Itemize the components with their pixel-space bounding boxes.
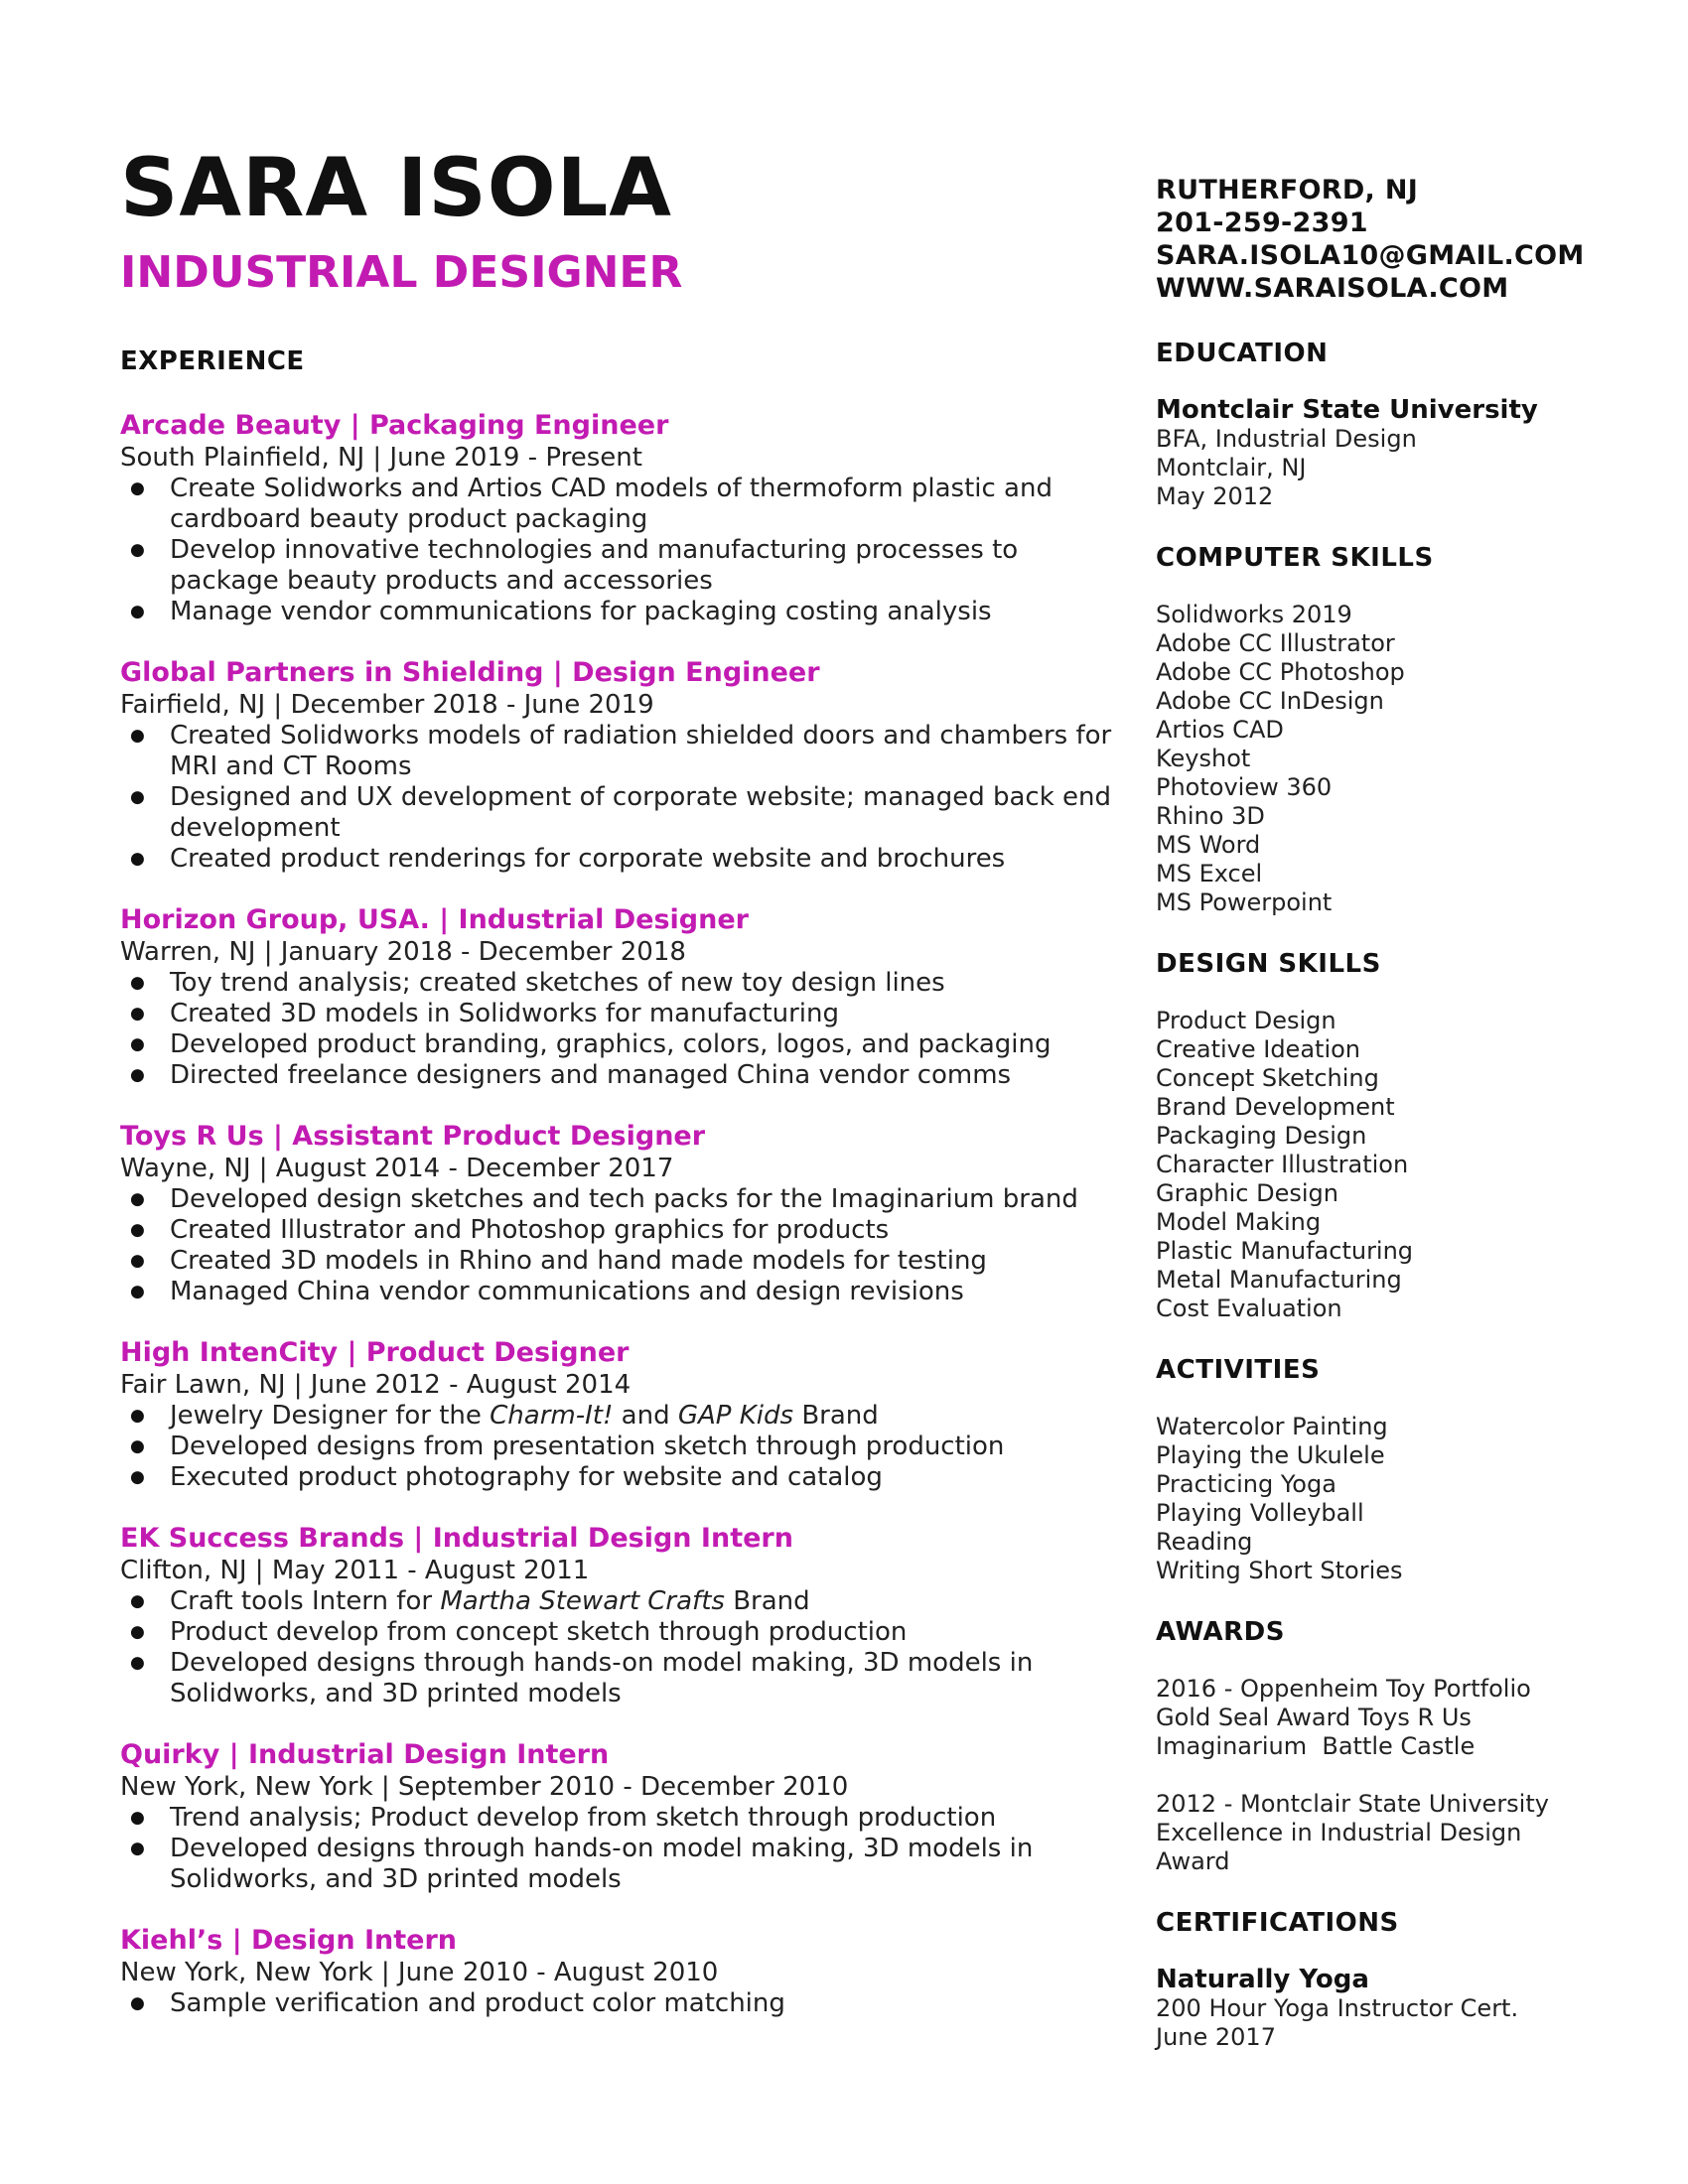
job-bullet: ● Manage vendor communications for packaging costing analysis [170, 597, 1113, 627]
graduation-date: May 2012 [1156, 482, 1274, 510]
bullet-text: Brand [724, 1586, 810, 1617]
job-bullets [120, 1988, 1113, 2019]
list-item: Writing Short Stories [1156, 1557, 1403, 1584]
certifications-block [1156, 1966, 1632, 2052]
list-item: MS Excel [1156, 860, 1263, 887]
list-item: Graphic Design [1156, 1179, 1338, 1207]
job-bullet: ● Developed product branding, graphics, colors, logos, and packaging [170, 1029, 1113, 1060]
job-title: Arcade Beauty | Packaging Engineer [120, 410, 669, 442]
list-item: Watercolor Painting [1156, 1413, 1388, 1440]
job-meta: Warren, NJ | January 2018 - December 2018 [120, 937, 686, 968]
list-item: Rhino 3D [1156, 802, 1265, 830]
job-bullets [120, 1586, 1113, 1709]
job-bullet [170, 1401, 1113, 1432]
job-title: Quirky | Industrial Design Intern [120, 1739, 610, 1771]
job-bullet: ● Developed designs through hands-on model making, 3D models in Solidworks, and 3D printed models [170, 1834, 1113, 1895]
award-entry [1156, 1790, 1632, 1876]
list-item: Metal Manufacturing [1156, 1266, 1402, 1294]
job-bullet: ● Created 3D models in Rhino and hand made models for testing [170, 1246, 1113, 1277]
awards-list [1156, 1675, 1632, 1876]
candidate-name: SARA ISOLA [120, 142, 672, 235]
bullet-text: Brand [793, 1401, 879, 1432]
job-bullet: ● Created Illustrator and Photoshop graphics for products [170, 1215, 1113, 1246]
list-item: Playing Volleyball [1156, 1499, 1364, 1527]
list-item: Creative Ideation [1156, 1035, 1361, 1063]
job-meta: Fairfield, NJ | December 2018 - June 2019 [120, 690, 654, 721]
job-entry [120, 1523, 1113, 1709]
award-line: Imaginarium Battle Castle [1156, 1732, 1476, 1760]
list-item: Playing the Ukulele [1156, 1441, 1385, 1469]
job-meta: Fair Lawn, NJ | June 2012 - August 2014 [120, 1370, 632, 1401]
job-title: EK Success Brands | Industrial Design Intern [120, 1523, 793, 1555]
list-item: Adobe CC Illustrator [1156, 629, 1395, 657]
list-item: MS Word [1156, 831, 1261, 859]
certifications-heading: CERTIFICATIONS [1156, 1908, 1399, 1938]
job-title: High IntenCity | Product Designer [120, 1337, 630, 1369]
job-meta: New York, New York | September 2010 - December 2010 [120, 1772, 849, 1803]
bullet-text: Craft tools Intern for [170, 1586, 441, 1617]
job-entry [120, 1739, 1113, 1895]
job-meta: South Plainfield, NJ | June 2019 - Present [120, 443, 642, 474]
school-location: Montclair, NJ [1156, 454, 1307, 481]
left-column [120, 142, 1113, 2049]
brand-name: Martha Stewart Crafts [440, 1586, 725, 1617]
contact-phone: 201-259-2391 [1156, 207, 1368, 238]
job-meta: Clifton, NJ | May 2011 - August 2011 [120, 1556, 590, 1586]
job-bullets [120, 721, 1113, 875]
certification-org: Naturally Yoga [1156, 1965, 1369, 1994]
list-item: Product Design [1156, 1007, 1336, 1034]
activities-list [1156, 1413, 1632, 1585]
contact-block [1156, 174, 1632, 305]
job-bullets [120, 1401, 1113, 1493]
job-bullet: ● Developed designs from presentation sketch through production [170, 1432, 1113, 1462]
experience-heading: EXPERIENCE [120, 346, 305, 377]
list-item: Practicing Yoga [1156, 1470, 1336, 1498]
job-bullet: ● Executed product photography for website and catalog [170, 1462, 1113, 1493]
job-bullets [120, 968, 1113, 1091]
education-block [1156, 396, 1632, 511]
job-entry [120, 657, 1113, 875]
job-meta: Wayne, NJ | August 2014 - December 2017 [120, 1154, 674, 1184]
list-item: Character Illustration [1156, 1151, 1409, 1178]
education-heading: EDUCATION [1156, 339, 1329, 368]
job-bullet: ● Created Solidworks models of radiation shielded doors and chambers for MRI and CT Rooms [170, 721, 1113, 782]
contact-location: RUTHERFORD, NJ [1156, 175, 1419, 205]
bullet-text: and [613, 1401, 678, 1432]
job-bullet: ● Sample verification and product color matching [170, 1988, 1113, 2019]
job-bullet: ● Develop innovative technologies and manufacturing processes to package beauty products and accessories [170, 535, 1113, 597]
computer-skills-list [1156, 601, 1632, 917]
job-entry [120, 410, 1113, 627]
degree: BFA, Industrial Design [1156, 425, 1417, 453]
certification-date: June 2017 [1156, 2023, 1276, 2051]
job-bullets [120, 1803, 1113, 1895]
job-bullets [120, 1184, 1113, 1307]
job-bullets [120, 474, 1113, 627]
award-entry [1156, 1675, 1632, 1761]
list-item: Model Making [1156, 1208, 1322, 1236]
job-bullet: ● Designed and UX development of corporate website; managed back end development [170, 782, 1113, 844]
list-item: Cost Evaluation [1156, 1295, 1342, 1322]
list-item: MS Powerpoint [1156, 888, 1333, 916]
computer-skills-heading: COMPUTER SKILLS [1156, 543, 1434, 573]
contact-email: SARA.ISOLA10@GMAIL.COM [1156, 240, 1585, 271]
job-bullet: ● Created product renderings for corporate website and brochures [170, 844, 1113, 875]
school-name: Montclair State University [1156, 395, 1538, 425]
job-bullet [170, 1586, 1113, 1617]
list-item: Adobe CC InDesign [1156, 687, 1384, 715]
right-column [1156, 174, 1632, 2052]
job-bullet: ● Created 3D models in Solidworks for manufacturing [170, 999, 1113, 1029]
award-line: Excellence in Industrial Design [1156, 1819, 1522, 1846]
job-entry [120, 1121, 1113, 1307]
list-item: Adobe CC Photoshop [1156, 658, 1405, 686]
award-line: Gold Seal Award Toys R Us [1156, 1704, 1472, 1731]
design-skills-heading: DESIGN SKILLS [1156, 949, 1381, 979]
job-bullet: ● Developed design sketches and tech packs for the Imaginarium brand [170, 1184, 1113, 1215]
certification-name: 200 Hour Yoga Instructor Cert. [1156, 1994, 1519, 2022]
job-entry [120, 1337, 1113, 1493]
job-title: Kiehl’s | Design Intern [120, 1925, 457, 1957]
activities-heading: ACTIVITIES [1156, 1355, 1321, 1385]
job-entry [120, 1925, 1113, 2019]
list-item: Keyshot [1156, 745, 1251, 772]
list-item: Plastic Manufacturing [1156, 1237, 1414, 1265]
list-item: Artios CAD [1156, 716, 1284, 744]
job-bullet: ● Trend analysis; Product develop from sketch through production [170, 1803, 1113, 1834]
list-item: Solidworks 2019 [1156, 601, 1352, 628]
design-skills-list [1156, 1007, 1632, 1323]
list-item: Brand Development [1156, 1093, 1395, 1121]
job-meta: New York, New York | June 2010 - August 2010 [120, 1958, 719, 1988]
award-line: 2012 - Montclair State University [1156, 1790, 1549, 1818]
experience-list [120, 410, 1113, 2019]
job-bullet: ● Directed freelance designers and managed China vendor comms [170, 1060, 1113, 1091]
job-bullet: ● Product develop from concept sketch through production [170, 1617, 1113, 1648]
contact-website: WWW.SARAISOLA.COM [1156, 273, 1509, 304]
job-title: Toys R Us | Assistant Product Designer [120, 1121, 706, 1153]
list-item: Photoview 360 [1156, 773, 1333, 801]
brand-name: Charm-It! [490, 1401, 614, 1432]
job-bullet: ● Developed designs through hands-on model making, 3D models in Solidworks, and 3D printed models [170, 1648, 1113, 1709]
job-bullet: ● Create Solidworks and Artios CAD models of thermoform plastic and cardboard beauty product packaging [170, 474, 1113, 535]
award-line: Award [1156, 1847, 1230, 1875]
job-entry [120, 904, 1113, 1091]
list-item: Concept Sketching [1156, 1064, 1379, 1092]
candidate-title: INDUSTRIAL DESIGNER [120, 247, 683, 298]
awards-heading: AWARDS [1156, 1617, 1285, 1647]
job-bullet: ● Managed China vendor communications and design revisions [170, 1277, 1113, 1307]
award-line: 2016 - Oppenheim Toy Portfolio [1156, 1675, 1531, 1703]
list-item: Reading [1156, 1528, 1253, 1556]
brand-name: GAP Kids [677, 1401, 794, 1432]
job-bullet: ● Toy trend analysis; created sketches of new toy design lines [170, 968, 1113, 999]
job-title: Global Partners in Shielding | Design Engineer [120, 657, 820, 689]
bullet-text: Jewelry Designer for the [170, 1401, 491, 1432]
job-title: Horizon Group, USA. | Industrial Designer [120, 904, 749, 936]
list-item: Packaging Design [1156, 1122, 1367, 1150]
